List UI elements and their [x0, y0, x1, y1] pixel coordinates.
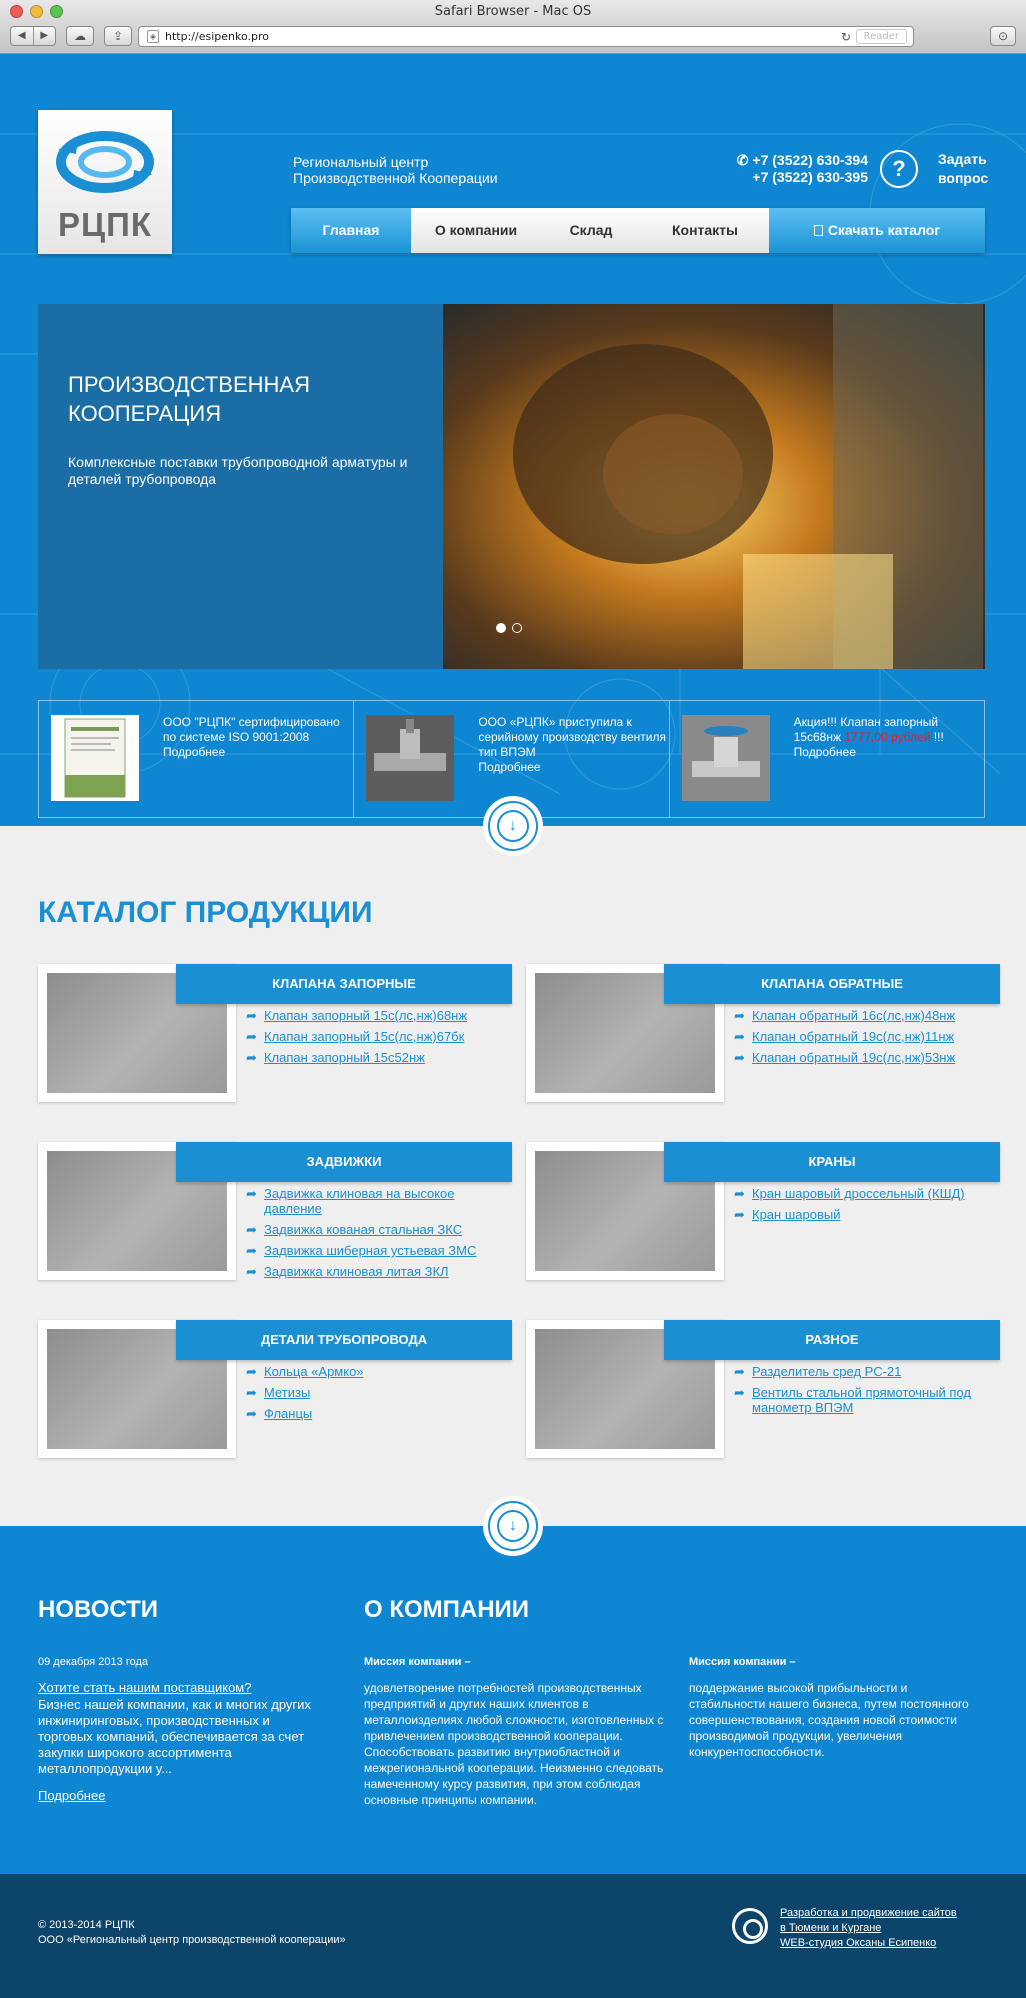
- product-link[interactable]: Задвижка клиновая литая ЗКЛ: [264, 1264, 449, 1279]
- mission-heading: Миссия компании –: [364, 1656, 471, 1668]
- catalog-card: [526, 964, 1000, 1102]
- nav-home[interactable]: Главная: [291, 208, 411, 253]
- product-link[interactable]: Задвижка кованая стальная ЗКС: [264, 1222, 463, 1237]
- news-headline-link[interactable]: Хотите стать нашим поставщиком?: [38, 1680, 252, 1695]
- arrow-right-icon: ➦: [246, 1186, 257, 1201]
- arrow-right-icon: ➦: [246, 1264, 257, 1279]
- list-item: [246, 1243, 508, 1258]
- forward-icon[interactable]: ▶: [33, 27, 56, 45]
- product-link[interactable]: Клапан запорный 15с(лс,нж)68нж: [264, 1008, 468, 1023]
- main-nav: [291, 208, 985, 253]
- arrow-right-icon: ➦: [734, 1207, 745, 1222]
- announcement-text: [794, 715, 984, 760]
- phone-block: [640, 152, 868, 186]
- product-link[interactable]: Кран шаровый: [752, 1207, 841, 1222]
- site-footer: [0, 1874, 1026, 1998]
- arrow-right-icon: ➦: [734, 1364, 745, 1379]
- studio-link[interactable]: WEB-студия Оксаны Есипенко: [780, 1937, 937, 1949]
- product-link[interactable]: Задвижка шиберная устьевая ЗМС: [264, 1243, 477, 1258]
- announcement-more-link[interactable]: Подробнее: [163, 745, 226, 759]
- catalog-card: [526, 1142, 1000, 1280]
- reload-icon[interactable]: ↻: [840, 30, 851, 44]
- question-icon[interactable]: ?: [880, 150, 918, 188]
- catalog-card-links: [246, 1364, 508, 1427]
- list-item: [246, 1385, 508, 1400]
- promo-valve-thumbnail: [682, 715, 770, 801]
- arrow-right-icon: ➦: [246, 1029, 257, 1044]
- studio-logo-icon[interactable]: [732, 1908, 768, 1944]
- catalog-card: [38, 964, 512, 1102]
- document-icon: [814, 225, 823, 236]
- arrow-right-icon: ➦: [734, 1186, 745, 1201]
- copyright-text: © 2013-2014 РЦПК: [38, 1919, 135, 1931]
- arrow-down-icon: ↓: [497, 1510, 529, 1542]
- site-tagline: Региональный центр Производственной Кооперации: [293, 154, 498, 186]
- announcement-body: [794, 715, 984, 745]
- reader-button[interactable]: Reader: [856, 29, 907, 44]
- hero-image: [443, 304, 985, 669]
- list-item: [734, 1385, 996, 1415]
- catalog-card-links: [734, 1364, 996, 1421]
- arrow-right-icon: ➦: [734, 1385, 745, 1400]
- browser-chrome: [0, 0, 1026, 54]
- news-headline: [38, 1680, 328, 1696]
- studio-link[interactable]: Разработка и продвижение сайтов: [780, 1907, 957, 1919]
- company-name: ООО «Региональный центр производственной кооперации»: [38, 1934, 346, 1946]
- news-more-link[interactable]: Подробнее: [38, 1788, 106, 1803]
- hero-subtitle: Комплексные поставки трубопроводной арматуры и деталей трубопровода: [68, 454, 408, 487]
- nav-download-label: Скачать каталог: [827, 222, 941, 238]
- catalog-card-title[interactable]: КРАНЫ: [664, 1142, 1000, 1182]
- catalog-card: [38, 1320, 512, 1458]
- news-about-section: [0, 1526, 1026, 1844]
- slider-dot[interactable]: [512, 623, 522, 633]
- product-link[interactable]: Клапан запорный 15с52нж: [264, 1050, 425, 1065]
- catalog-card-links: [734, 1008, 996, 1071]
- certificate-thumbnail: [51, 715, 139, 801]
- catalog-card-links: [246, 1008, 508, 1071]
- arrow-right-icon: ➦: [734, 1029, 745, 1044]
- site-logo[interactable]: [38, 110, 172, 254]
- list-item: [246, 1050, 508, 1065]
- mission-heading: Миссия компании –: [689, 1656, 796, 1668]
- product-link[interactable]: Клапан обратный 19с(лс,нж)53нж: [752, 1050, 956, 1065]
- product-link[interactable]: Кольца «Армко»: [264, 1364, 364, 1379]
- address-bar[interactable]: [138, 26, 914, 47]
- list-item: [246, 1186, 508, 1216]
- product-link[interactable]: Кран шаровый дроссельный (КШД): [752, 1186, 965, 1201]
- footer-copyright: [38, 1918, 346, 1948]
- nav-download-catalog[interactable]: [769, 208, 985, 253]
- list-item: [734, 1050, 996, 1065]
- back-icon[interactable]: ◀: [17, 30, 26, 41]
- list-item: [734, 1008, 996, 1023]
- catalog-card: [526, 1320, 1000, 1458]
- hero-slider: [38, 304, 985, 669]
- announcement-body: ООО «РЦПК» приступила к серийному производству вентиля тип ВПЭМ: [478, 715, 666, 759]
- product-link[interactable]: Задвижка клиновая на высокое давление: [264, 1186, 455, 1216]
- about-title: О КОМПАНИИ: [364, 1596, 530, 1623]
- catalog-card-links: [246, 1186, 508, 1285]
- product-link[interactable]: Вентиль стальной прямоточный под манометр ВПЭМ: [752, 1385, 971, 1415]
- announcement-more-link[interactable]: Подробнее: [478, 760, 541, 774]
- phone-number-1[interactable]: +7 (3522) 630-394: [752, 152, 868, 168]
- promo-text-end: !!!: [930, 730, 944, 744]
- list-item: [734, 1186, 996, 1201]
- catalog-title: КАТАЛОГ ПРОДУКЦИИ: [38, 896, 373, 929]
- news-date: 09 декабря 2013 года: [38, 1656, 149, 1668]
- arrow-right-icon: ➦: [246, 1243, 257, 1258]
- product-link[interactable]: Фланцы: [264, 1406, 313, 1421]
- list-item: [734, 1364, 996, 1379]
- arrow-right-icon: ➦: [246, 1406, 257, 1421]
- announcement-item[interactable]: [354, 701, 669, 817]
- page-favicon-icon: ◈: [147, 30, 159, 43]
- catalog-section: [0, 817, 1026, 1534]
- mission-text: удовлетворение потребностей производственных предприятий и других наших клиентов в металлоизделиях любой сложности, изготовленных с привлечением производственной кооперации. Способствовать развитию внутриобластной и межрегиональной кооперации. Неизменно следовать намеченному курсу развития, при этом соблюдая основные принципы компании.: [364, 1681, 664, 1807]
- news-excerpt: Бизнес нашей компании, как и многих других инжиниринговых, производственных и торговых компаний, обеспечивается за счет закупки широкого ассортимента металлопродукции у...: [38, 1697, 311, 1776]
- list-item: [246, 1406, 508, 1421]
- list-item: [734, 1207, 996, 1222]
- product-link[interactable]: Клапан обратный 16с(лс,нж)48нж: [752, 1008, 956, 1023]
- nav-contacts[interactable]: Контакты: [641, 208, 769, 253]
- share-icon[interactable]: ⇪: [104, 26, 132, 46]
- web-page: [0, 54, 1026, 1998]
- ask-question-link[interactable]: Задать вопрос: [938, 151, 989, 186]
- download-icon[interactable]: ⊙: [990, 26, 1016, 46]
- arrow-right-icon: ➦: [734, 1050, 745, 1065]
- promo-text: Акция!!! Клапан запорный 15с68нж: [793, 715, 939, 744]
- list-item: [246, 1222, 508, 1237]
- product-link[interactable]: Клапан запорный 15с(лс,нж)67бк: [264, 1029, 465, 1044]
- list-item: [246, 1029, 508, 1044]
- url-text: http://esipenko.pro: [165, 30, 269, 43]
- scroll-down-button[interactable]: [488, 801, 538, 851]
- catalog-card-title[interactable]: РАЗНОЕ: [664, 1320, 1000, 1360]
- catalog-card-title[interactable]: КЛАПАНА ЗАПОРНЫЕ: [176, 964, 512, 1004]
- logo-emblem-icon: [38, 110, 172, 210]
- catalog-card-title[interactable]: КЛАПАНА ОБРАТНЫЕ: [664, 964, 1000, 1004]
- arrow-down-icon: ↓: [497, 810, 529, 842]
- announcement-more-link[interactable]: Подробнее: [793, 745, 856, 759]
- catalog-card-title[interactable]: ЗАДВИЖКИ: [176, 1142, 512, 1182]
- studio-link[interactable]: в Тюмени и Кургане: [780, 1922, 882, 1934]
- catalog-card-title[interactable]: ДЕТАЛИ ТРУБОПРОВОДА: [176, 1320, 512, 1360]
- arrow-right-icon: ➦: [246, 1364, 257, 1379]
- window-title: Safari Browser - Mac OS: [434, 4, 592, 19]
- valve-thumbnail: [366, 715, 454, 801]
- nav-warehouse[interactable]: Склад: [541, 208, 641, 253]
- slider-dot[interactable]: [496, 623, 506, 633]
- arrow-right-icon: ➦: [246, 1008, 257, 1023]
- product-link[interactable]: Разделитель сред РС-21: [752, 1364, 902, 1379]
- arrow-right-icon: ➦: [246, 1050, 257, 1065]
- catalog-card-links: [734, 1186, 996, 1228]
- list-item: [246, 1008, 508, 1023]
- announcement-body: ООО "РЦПК" сертифицировано по системе ISO 9001:2008: [163, 715, 340, 744]
- arrow-right-icon: ➦: [734, 1008, 745, 1023]
- arrow-right-icon: ➦: [246, 1385, 257, 1400]
- phone-number-2[interactable]: +7 (3522) 630-395: [752, 169, 868, 185]
- promo-price: 1777,00 рублей: [844, 730, 931, 744]
- announcement-text: [163, 715, 353, 760]
- product-link[interactable]: Клапан обратный 19с(лс,нж)11нж: [752, 1029, 955, 1044]
- announcement-text: [478, 715, 668, 775]
- slider-dots: [496, 623, 522, 633]
- nav-about[interactable]: О компании: [411, 208, 541, 253]
- list-item: [246, 1364, 508, 1379]
- mission-text: поддержание высокой прибыльности и стабильности нашего бизнеса, путем постоянного совершенствования, создания новой стоимости производимой продукции, увеличения конкурентоспособности.: [689, 1681, 969, 1759]
- product-link[interactable]: Метизы: [264, 1385, 311, 1400]
- studio-credit: [780, 1906, 990, 1951]
- arrow-right-icon: ➦: [246, 1222, 257, 1237]
- catalog-card: [38, 1142, 512, 1280]
- list-item: [246, 1264, 508, 1279]
- history-buttons: [10, 26, 56, 46]
- list-item: [734, 1029, 996, 1044]
- announcement-item[interactable]: [670, 701, 984, 817]
- announcement-item[interactable]: [39, 701, 354, 817]
- news-title: НОВОСТИ: [38, 1596, 159, 1623]
- hero-text-panel: [38, 304, 443, 669]
- logo-text: РЦПК: [58, 206, 152, 243]
- cloud-icon[interactable]: ☁: [66, 26, 94, 46]
- phone-icon: ✆: [736, 152, 753, 168]
- hero-title: ПРОИЗВОДСТВЕННАЯ КООПЕРАЦИЯ: [68, 372, 310, 426]
